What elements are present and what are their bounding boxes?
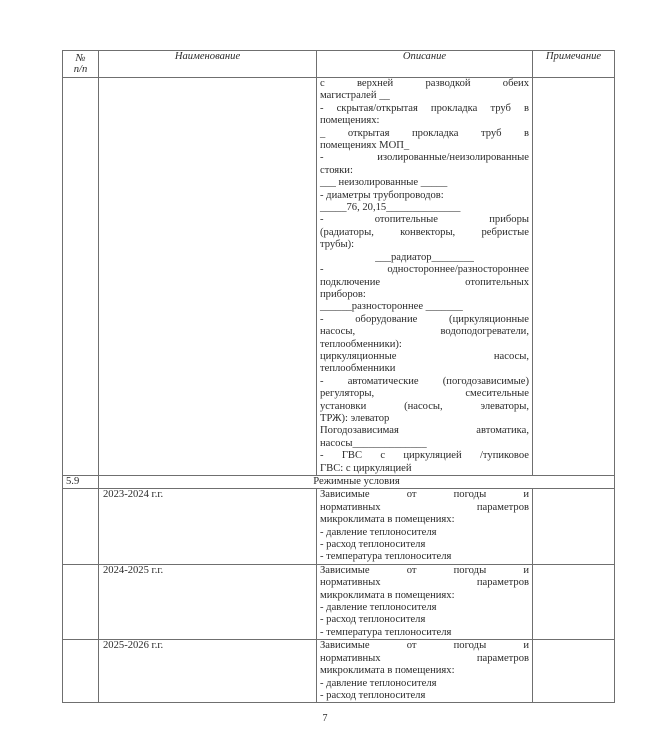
- description-line: ______разностороннее _______: [320, 301, 463, 313]
- period-description: [317, 489, 533, 564]
- description-line: трубы):: [320, 239, 355, 251]
- description-line: Зависимые от погоды и: [320, 489, 529, 501]
- period-num-cell: [63, 564, 99, 639]
- period-description: [317, 640, 533, 703]
- description-line: ___ неизолированные _____: [320, 177, 448, 189]
- header-name: Наименование: [99, 51, 317, 78]
- description-line: - скрытая/открытая прокладка труб в: [320, 102, 529, 114]
- description-line: (радиаторы, конвекторы, ребристые: [320, 226, 529, 238]
- name-cell: [99, 78, 317, 476]
- description-line: Зависимые от погоды и: [320, 640, 529, 652]
- description-line: - расход теплоносителя: [320, 539, 426, 551]
- period-description: [317, 564, 533, 639]
- description-line: насосы______________: [320, 437, 427, 449]
- num-cell: [63, 78, 99, 476]
- description-line: стояки:: [320, 164, 353, 176]
- period-name: 2025-2026 г.г.: [99, 640, 317, 703]
- period-name: 2023-2024 г.г.: [99, 489, 317, 564]
- header-num: № п/п: [63, 51, 99, 78]
- description-line: - расход теплоносителя: [320, 689, 426, 701]
- description-line: подключение отопительных: [320, 276, 529, 288]
- period-name: 2024-2025 г.г.: [99, 564, 317, 639]
- description-line: магистралей __: [320, 90, 390, 102]
- description-line: - диаметры трубопроводов:: [320, 189, 444, 201]
- description-line: - давление теплоносителя: [320, 526, 437, 538]
- header-note: Примечание: [533, 51, 615, 78]
- document-table: [62, 50, 615, 703]
- description-line: циркуляционные насосы,: [320, 350, 529, 362]
- description-line: - ГВС с циркуляцией /тупиковое: [320, 450, 529, 462]
- section-title: Режимные условия: [99, 476, 615, 489]
- period-row: [63, 489, 615, 564]
- note-cell: [533, 78, 615, 476]
- description-cell: [317, 78, 533, 476]
- description-line: помещениях МОП_: [320, 140, 410, 152]
- header-row: [63, 51, 615, 78]
- description-line: Погодозависимая автоматика,: [320, 425, 529, 437]
- header-description: Описание: [317, 51, 533, 78]
- description-line: установки (насосы, элеваторы,: [320, 400, 529, 412]
- description-line: микроклимата в помещениях:: [320, 514, 455, 526]
- description-line: нормативных параметров: [320, 577, 529, 589]
- section-row: [63, 476, 615, 489]
- description-line: регуляторы, смесительные: [320, 388, 529, 400]
- period-row: [63, 564, 615, 639]
- description-line: нормативных параметров: [320, 652, 529, 664]
- description-line: - давление теплоносителя: [320, 602, 437, 614]
- period-num-cell: [63, 640, 99, 703]
- description-line: _____76, 20,15______________: [320, 202, 461, 214]
- description-line: с верхней разводкой обеих: [320, 78, 529, 89]
- description-line: Зависимые от погоды и: [320, 564, 529, 576]
- description-line: - автоматические (погодозависимые): [320, 375, 529, 387]
- description-line: приборов:: [320, 288, 366, 300]
- description-line: помещениях:: [320, 115, 380, 127]
- description-line: _ открытая прокладка труб в: [320, 127, 529, 139]
- description-line: ТРЖ): элеватор: [320, 412, 390, 424]
- period-note: [533, 640, 615, 703]
- description-line: микроклимата в помещениях:: [320, 665, 455, 677]
- period-num-cell: [63, 489, 99, 564]
- description-line: - отопительные приборы: [320, 214, 529, 226]
- description-line: - оборудование (циркуляционные: [320, 313, 529, 325]
- period-note: [533, 564, 615, 639]
- description-line: ___радиатор________: [375, 251, 474, 263]
- period-row: [63, 640, 615, 703]
- description-line: теплообменники: [320, 363, 396, 375]
- description-line: теплообменники):: [320, 338, 402, 350]
- description-line: - изолированные/неизолированные: [320, 152, 529, 164]
- description-line: - температура теплоносителя: [320, 626, 452, 638]
- description-line: насосы, водоподогреватели,: [320, 326, 529, 338]
- description-line: микроклимата в помещениях:: [320, 589, 455, 601]
- page-number: 7: [322, 713, 328, 724]
- description-line: - расход теплоносителя: [320, 614, 426, 626]
- description-line: - одностороннее/разностороннее: [320, 264, 529, 276]
- description-line: нормативных параметров: [320, 501, 529, 513]
- description-line: ГВС: с циркуляцией: [320, 462, 412, 474]
- period-note: [533, 489, 615, 564]
- section-number: 5.9: [63, 476, 99, 489]
- continuation-row: [63, 78, 615, 476]
- description-line: - температура теплоносителя: [320, 551, 452, 563]
- description-line: - давление теплоносителя: [320, 677, 437, 689]
